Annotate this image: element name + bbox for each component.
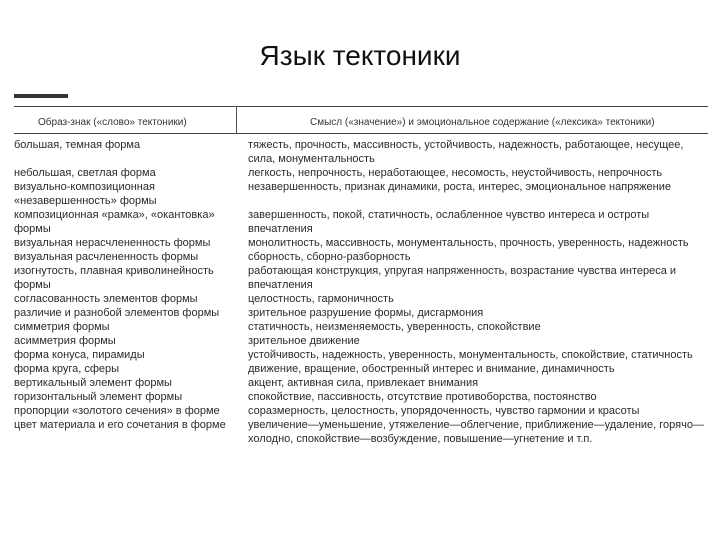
form-sign-cell: визуальная нерасчлененность формы (14, 237, 211, 249)
meaning-cell: устойчивость, надежность, уверенность, монументальность, спокойствие, статичность (248, 349, 693, 361)
meaning-cell: спокойствие, пассивность, отсутствие противоборства, постоянство (248, 391, 597, 403)
form-sign-cell: цвет материала и его сочетания в форме (14, 419, 226, 431)
form-sign-cell: пропорции «золотого сечения» в форме (14, 405, 220, 417)
table-row (14, 250, 710, 264)
form-sign-cell: визуально-композиционная «незавершенность» формы (14, 181, 157, 207)
meaning-cell: зрительное движение (248, 335, 360, 347)
table-row (14, 390, 710, 404)
meaning-cell: сборность, сборно-разборность (248, 251, 411, 263)
form-sign-cell: изогнутость, плавная криволинейность формы (14, 265, 214, 291)
table-row (14, 180, 710, 208)
form-sign-cell: композиционная «рамка», «окантовка» формы (14, 209, 215, 235)
meaning-cell: легкость, непрочность, неработающее, несомость, неустойчивость, непрочность (248, 167, 663, 179)
meaning-cell: тяжесть, прочность, массивность, устойчивость, надежность, работающее, несущее, сила, монументальность (248, 139, 684, 165)
table-row (14, 376, 710, 390)
meaning-cell: статичность, неизменяемость, уверенность, спокойствие (248, 321, 541, 333)
form-sign-cell: согласованность элементов формы (14, 293, 198, 305)
meaning-cell: завершенность, покой, статичность, ослабленное чувство интереса и остроты впечатления (248, 209, 650, 235)
form-sign-cell: небольшая, светлая форма (14, 167, 156, 179)
table-row (14, 208, 710, 236)
meaning-cell: монолитность, массивность, монументальность, прочность, уверенность, надежность (248, 237, 689, 249)
meaning-cell: акцент, активная сила, привлекает внимания (248, 377, 479, 389)
table-row (14, 264, 710, 292)
column-divider (236, 106, 237, 133)
slide-title: Язык тектоники (259, 40, 461, 71)
table-row (14, 306, 710, 320)
table-row (14, 348, 710, 362)
table-body (14, 138, 710, 446)
meaning-cell: незавершенность, признак динамики, роста, интерес, эмоциональное напряжение (248, 181, 671, 193)
form-sign-cell: горизонтальный элемент формы (14, 391, 183, 403)
meaning-cell: целостность, гармоничность (248, 293, 394, 305)
meaning-cell: соразмерность, целостность, упорядоченность, чувство гармонии и красоты (248, 405, 640, 417)
form-sign-cell: большая, темная форма (14, 139, 141, 151)
table-row (14, 362, 710, 376)
table-row (14, 320, 710, 334)
meaning-cell: увеличение—уменьшение, утяжеление—облегчение, приближение—удаление, горячо—холодно, спокойствие—возбуждение, повышение—угнетение и т.п. (248, 419, 704, 445)
form-sign-cell: асимметрия формы (14, 335, 116, 347)
column-header-form-sign: Образ-знак («слово» тектоники) (38, 117, 187, 128)
table-row (14, 334, 710, 348)
scanned-table (10, 92, 710, 520)
table-top-rule (14, 106, 708, 107)
meaning-cell: работающая конструкция, упругая напряженность, возрастание чувства интереса и впечатления (248, 265, 677, 291)
meaning-cell: зрительное разрушение формы, дисгармония (248, 307, 484, 319)
form-sign-cell: вертикальный элемент формы (14, 377, 172, 389)
header-bottom-rule (14, 133, 708, 134)
meaning-cell: движение, вращение, обостренный интерес и внимание, динамичность (248, 363, 615, 375)
table-row (14, 138, 710, 166)
table-row (14, 418, 710, 446)
form-sign-cell: форма круга, сферы (14, 363, 120, 375)
form-sign-cell: форма конуса, пирамиды (14, 349, 145, 361)
form-sign-cell: различие и разнобой элементов формы (14, 307, 220, 319)
table-row (14, 404, 710, 418)
form-sign-cell: симметрия формы (14, 321, 110, 333)
column-header-meaning: Смысл («значение») и эмоциональное содержание («лексика» тектоники) (310, 117, 655, 128)
scan-artifact-mark (14, 94, 68, 98)
form-sign-cell: визуальная расчлененность формы (14, 251, 199, 263)
table-row (14, 166, 710, 180)
table-row (14, 236, 710, 250)
table-row (14, 292, 710, 306)
